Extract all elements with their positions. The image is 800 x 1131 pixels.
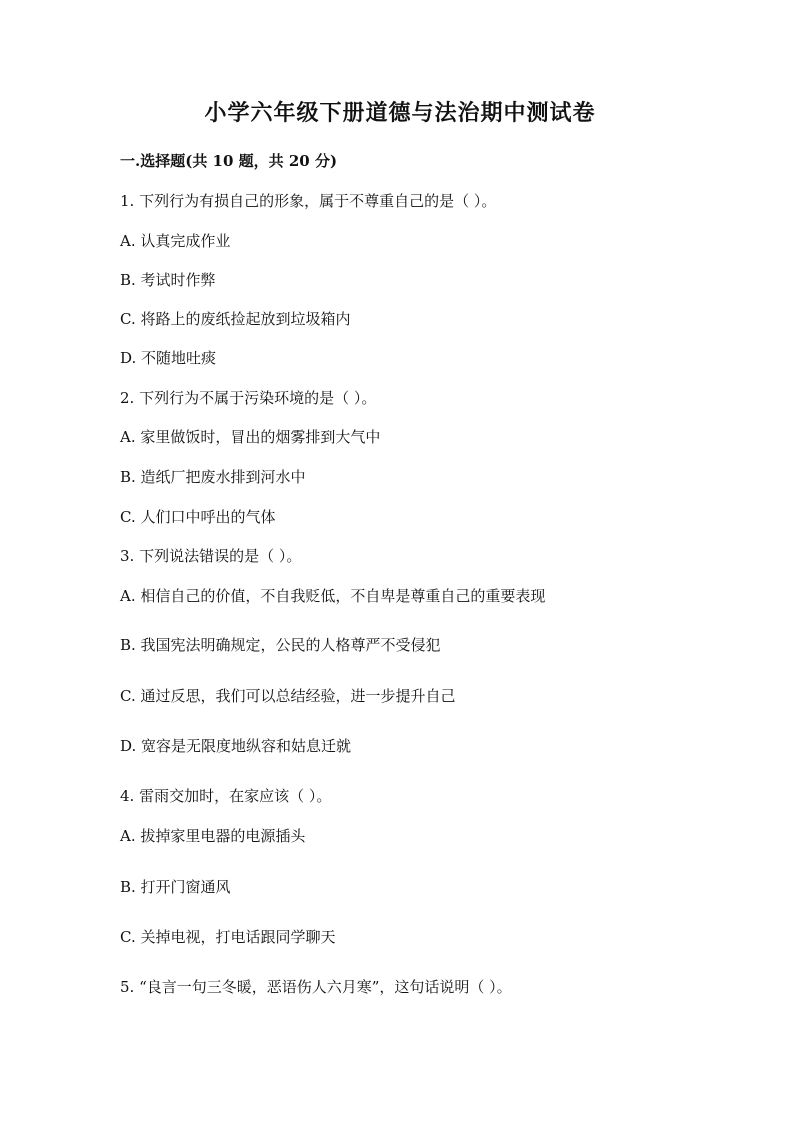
question-3-stem: 3. 下列说法错误的是（ ）。 [120,547,302,565]
question-4-stem: 4. 雷雨交加时，在家应该（ ）。 [120,787,332,805]
question-4-option-b: B. 打开门窗通风 [120,878,231,896]
question-2-stem: 2. 下列行为不属于污染环境的是（ ）。 [120,389,377,407]
question-3-option-b: B. 我国宪法明确规定，公民的人格尊严不受侵犯 [120,636,441,654]
question-1-option-b: B. 考试时作弊 [120,271,216,289]
section-heading: 一.选择题(共 10 题，共 20 分) [120,152,338,170]
question-1-stem: 1. 下列行为有损自己的形象，属于不尊重自己的是（ ）。 [120,192,497,210]
question-4-option-c: C. 关掉电视，打电话跟同学聊天 [120,928,336,946]
question-2-option-b: B. 造纸厂把废水排到河水中 [120,468,306,486]
question-3-option-c: C. 通过反思，我们可以总结经验，进一步提升自己 [120,687,456,705]
question-2-option-a: A. 家里做饭时，冒出的烟雾排到大气中 [120,428,381,446]
question-4-option-a: A. 拔掉家里电器的电源插头 [120,827,306,845]
question-3-option-a: A. 相信自己的价值，不自我贬低，不自卑是尊重自己的重要表现 [120,587,546,605]
question-5-stem: 5. “良言一句三冬暖，恶语伤人六月寒”，这句话说明（ ）。 [120,978,512,996]
page-title: 小学六年级下册道德与法治期中测试卷 [204,100,596,126]
question-1-option-d: D. 不随地吐痰 [120,349,217,367]
question-1-option-c: C. 将路上的废纸捡起放到垃圾箱内 [120,310,351,328]
question-3-option-d: D. 宽容是无限度地纵容和姑息迁就 [120,737,352,755]
question-1-option-a: A. 认真完成作业 [120,232,231,250]
question-2-option-c: C. 人们口中呼出的气体 [120,508,276,526]
